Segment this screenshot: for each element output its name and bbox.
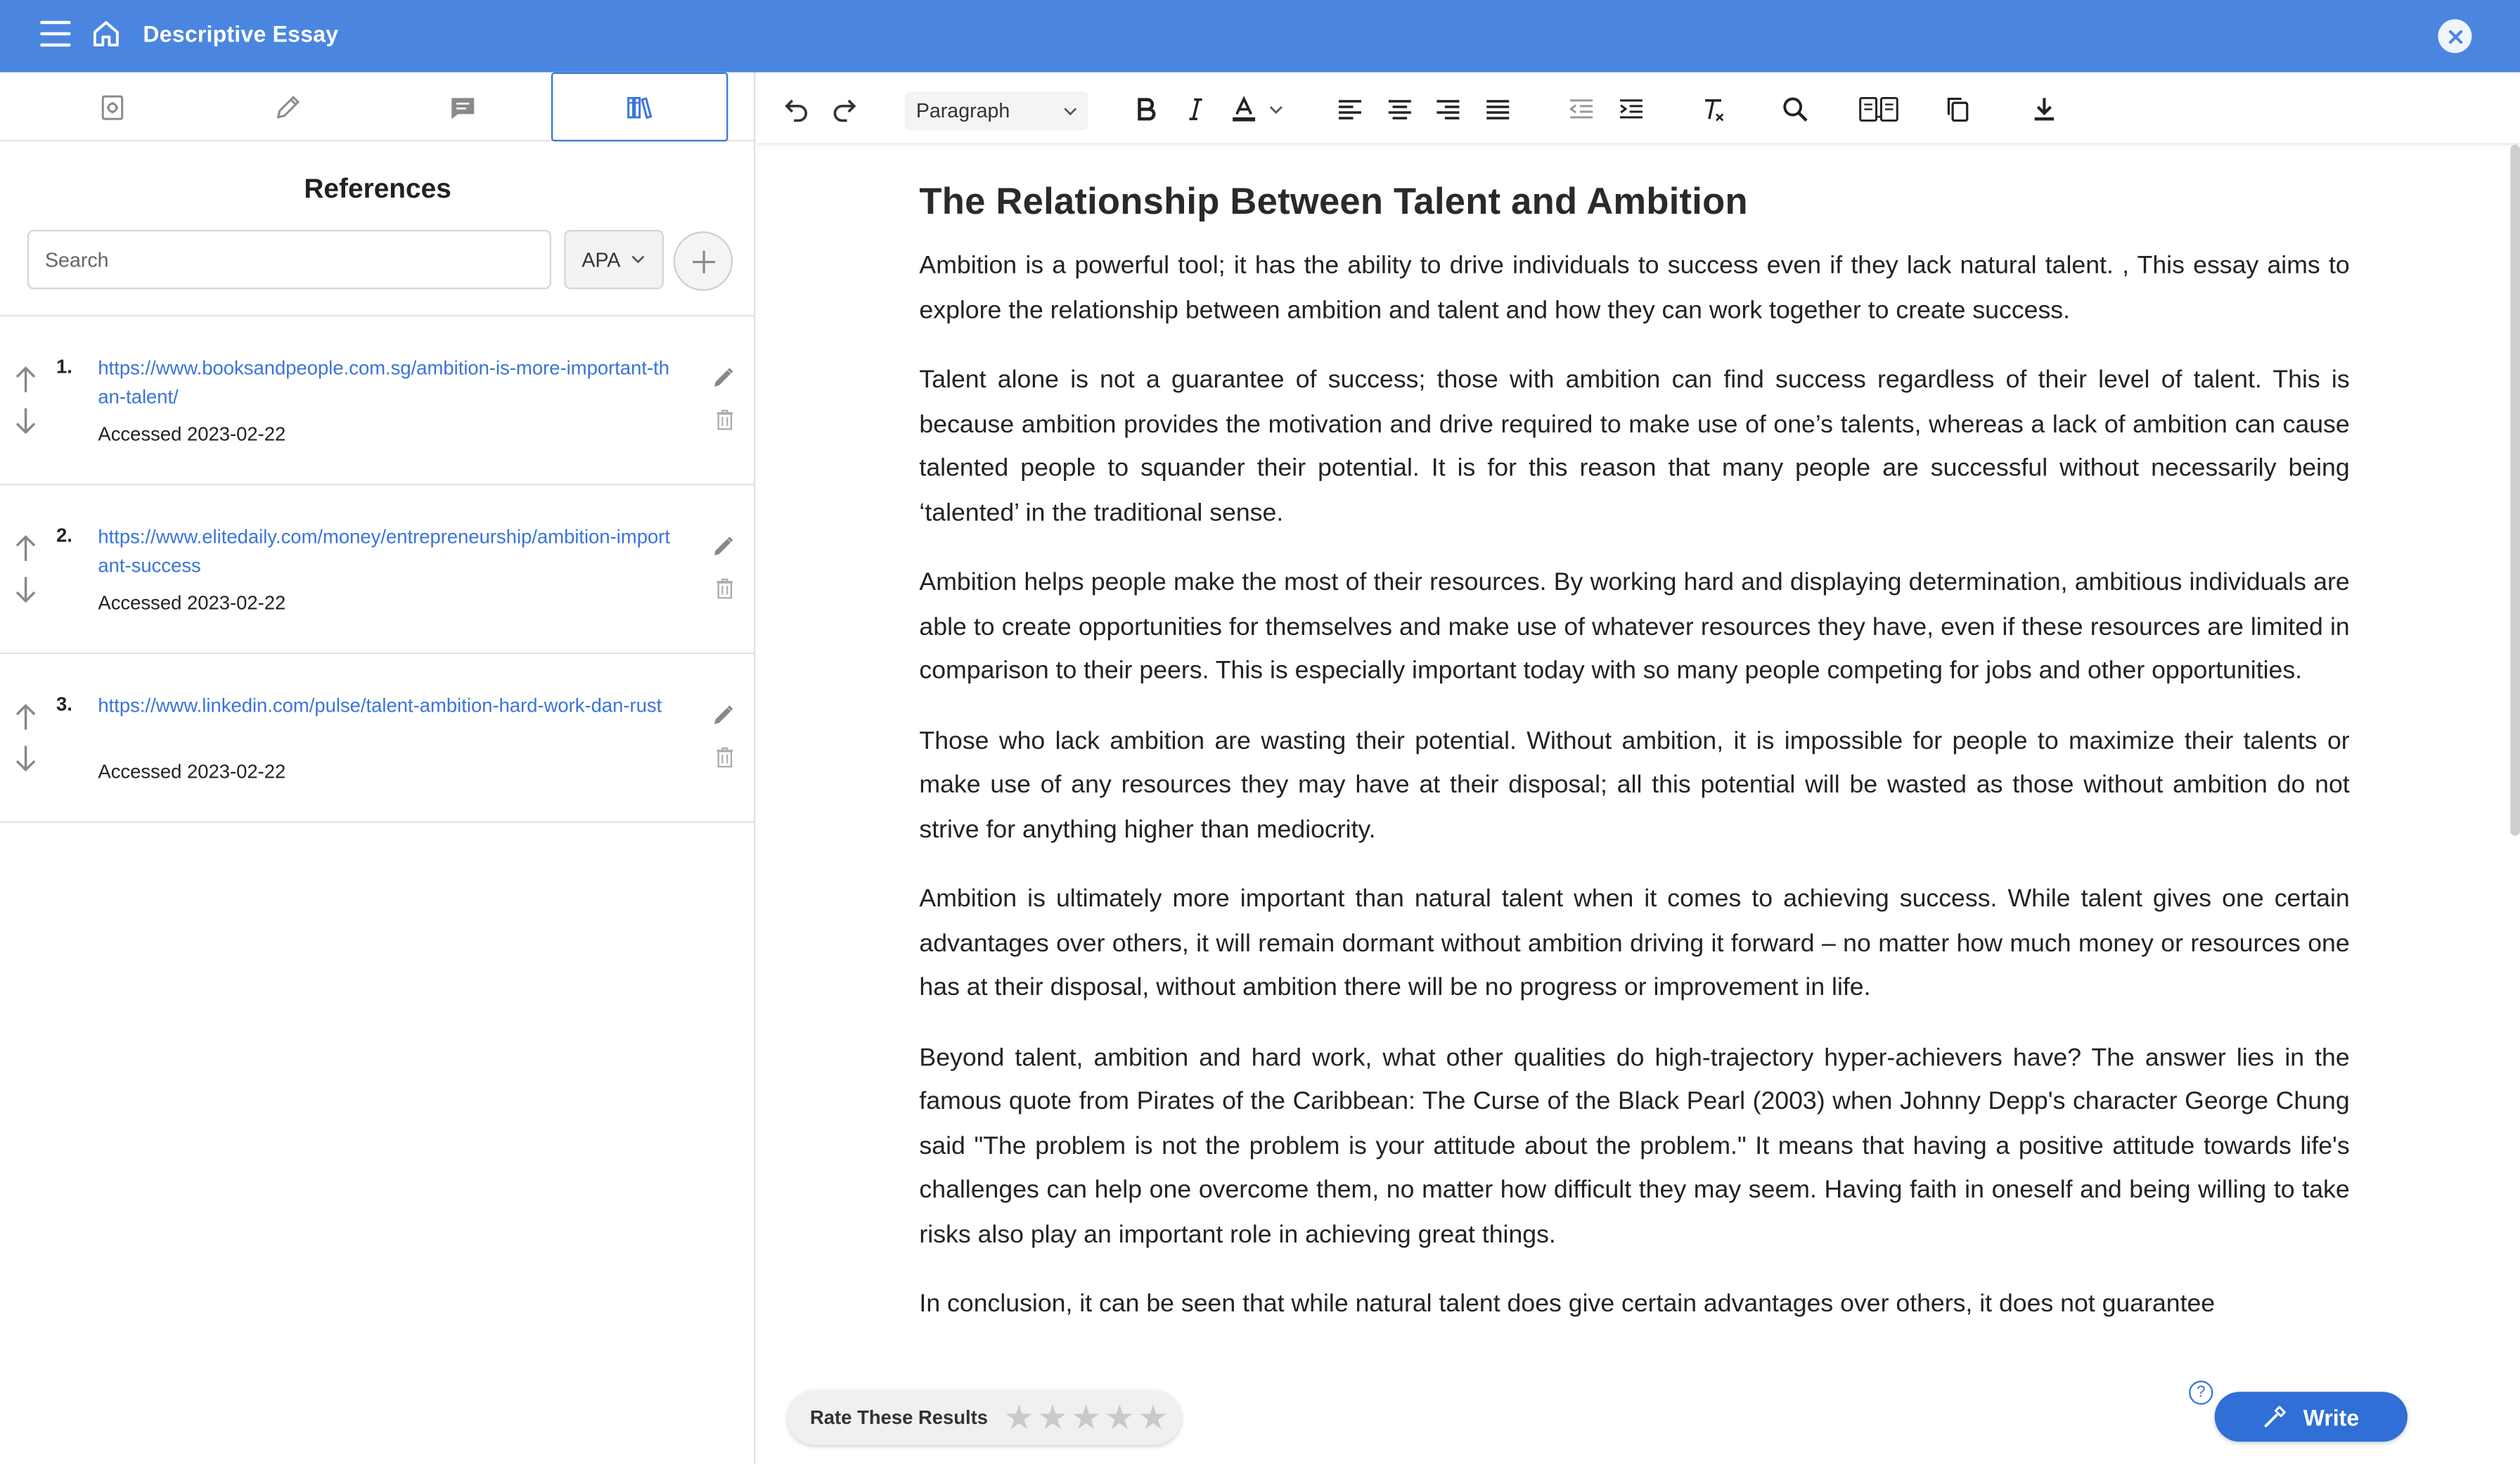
paragraph[interactable]: Ambition is a powerful tool; it has the ability to drive individuals to success even if they lack natural talent. , This essay aims to explore the relationship between ambition and talent and how they can work together to create success. [919, 252, 2350, 324]
help-icon[interactable]: ? [2189, 1380, 2213, 1404]
reference-number: 3. [56, 693, 72, 716]
home-icon[interactable] [90, 18, 122, 50]
rating-bar [788, 1390, 1181, 1445]
trash-icon[interactable] [715, 746, 734, 769]
italic-button[interactable] [1178, 91, 1213, 127]
tab-references[interactable] [551, 72, 728, 141]
reference-number: 2. [56, 524, 72, 547]
italic-icon [1181, 95, 1210, 124]
align-justify-button[interactable] [1480, 91, 1515, 127]
reference-accessed-date: Accessed 2023-02-22 [98, 591, 286, 615]
indent-icon [1616, 95, 1645, 124]
star-icon[interactable]: ★ [1104, 1397, 1135, 1437]
font-color-dropdown[interactable] [1265, 91, 1287, 127]
align-left-icon [1335, 95, 1364, 124]
download-button[interactable] [2026, 91, 2062, 127]
reference-url-link[interactable]: https://www.linkedin.com/pulse/talent-ambition-hard-work-dan-rust [98, 694, 662, 717]
trash-icon[interactable] [715, 409, 734, 431]
editor-toolbar [757, 72, 2520, 145]
align-right-button[interactable] [1430, 91, 1465, 127]
font-color-button[interactable] [1226, 91, 1261, 127]
star-icon[interactable]: ★ [1138, 1397, 1169, 1437]
panel-tabs [0, 72, 755, 141]
arrow-up-icon[interactable] [15, 365, 37, 394]
tab-settings[interactable] [24, 72, 200, 141]
compare-button[interactable] [1856, 91, 1901, 127]
undo-icon [781, 95, 810, 124]
star-icon[interactable]: ★ [1037, 1397, 1068, 1437]
align-left-button[interactable] [1332, 91, 1368, 127]
app-title: Descriptive Essay [143, 20, 339, 47]
indent-button[interactable] [1614, 91, 1649, 127]
align-right-icon [1434, 95, 1462, 124]
search-icon [1781, 95, 1810, 124]
references-heading: References [304, 173, 451, 205]
paragraph[interactable]: Beyond talent, ambition and hard work, what other qualities do high-trajectory hyper-achievers have? The answer lies in the famous quote from Pirates of the Caribbean: The Curse of the Black Pearl (2003) when Johnny Depp's character George Chung said "The problem is not the problem is your attitude about the problem." It means that having a positive attitude towards life's challenges can help one overcome them, no matter how difficult they may seem. Having faith in oneself and being willing to take risks also play an important role in achieving great things. [919, 1044, 2350, 1248]
document-body[interactable] [919, 180, 2349, 1352]
edit-icon[interactable] [712, 366, 735, 389]
reference-accessed-date: Accessed 2023-02-22 [98, 423, 286, 446]
reference-url-link[interactable]: https://www.booksandpeople.com.sg/ambition-is-more-important-than-talent/ [98, 357, 669, 409]
reference-accessed-date: Accessed 2023-02-22 [98, 760, 286, 783]
paragraph[interactable]: Talent alone is not a guarantee of success; those with ambition can find success regardless of their level of talent. This is because ambition provides the motivation and drive required to make use of one’s talents, whereas a lack of ambition can cause talented people to squander their potential. It is for this reason that many people are successful without necessarily being ‘talented’ in the traditional sense. [919, 366, 2350, 527]
download-icon [2030, 95, 2059, 124]
wand-icon [2263, 1405, 2287, 1429]
reference-item [0, 654, 755, 823]
write-button-label: Write [2303, 1404, 2360, 1430]
font-color-icon [1230, 95, 1259, 124]
tab-write[interactable] [199, 72, 375, 141]
paragraph[interactable]: Ambition helps people make the most of their resources. By working hard and displaying determination, ambitious individuals are able to create opportunities for themselves and make use of whatever resources they have, even if these resources are limited in comparison to their peers. This is especially important today with so many people competing for jobs and other opportunities. [919, 569, 2350, 685]
clear-format-icon [1699, 95, 1728, 124]
align-center-icon [1385, 95, 1414, 124]
reference-item [0, 316, 755, 485]
find-button[interactable] [1778, 91, 1813, 127]
block-format-select[interactable] [905, 91, 1088, 130]
library-icon [625, 92, 654, 121]
reference-item [0, 485, 755, 654]
arrow-down-icon[interactable] [15, 406, 37, 435]
arrow-up-icon[interactable] [15, 534, 37, 563]
copy-icon [1943, 95, 1972, 124]
redo-icon [831, 95, 860, 124]
write-button[interactable] [2215, 1392, 2408, 1441]
compare-docs-icon [1858, 94, 1899, 126]
arrow-up-icon[interactable] [15, 702, 37, 731]
reference-url-link[interactable]: https://www.elitedaily.com/money/entrepreneurship/ambition-important-success [98, 525, 670, 577]
editor-scrollbar[interactable] [2510, 145, 2520, 836]
star-icon[interactable]: ★ [1003, 1397, 1034, 1437]
copy-button[interactable] [1940, 91, 1975, 127]
tab-comments[interactable] [375, 72, 551, 141]
arrow-down-icon[interactable] [15, 744, 37, 773]
close-icon [2447, 28, 2463, 44]
clear-format-button[interactable] [1695, 91, 1730, 127]
hamburger-menu-icon[interactable] [40, 21, 70, 49]
bold-button[interactable] [1129, 91, 1164, 127]
edit-icon[interactable] [712, 704, 735, 726]
chevron-down-icon [630, 251, 646, 267]
rating-label: Rate These Results [809, 1406, 989, 1429]
close-button[interactable] [2438, 19, 2471, 53]
chevron-down-icon [1268, 101, 1284, 117]
undo-button[interactable] [778, 91, 813, 127]
citation-style-select[interactable] [564, 230, 664, 290]
redo-button[interactable] [828, 91, 863, 127]
document-title[interactable]: The Relationship Between Talent and Ambition [919, 179, 1748, 222]
outdent-icon [1567, 95, 1596, 124]
reference-list [0, 315, 755, 823]
chevron-down-icon [1062, 103, 1079, 119]
paragraph[interactable]: Ambition is ultimately more important than natural talent when it comes to achieving success. While talent gives one certain advantages over others, it will remain dormant without ambition driving it forward – no matter how much money or resources one has at their disposal, without ambition there will be no progress or improvement in life. [919, 885, 2350, 1001]
block-format-value: Paragraph [915, 99, 1010, 122]
settings-doc-icon [98, 92, 127, 121]
reference-number: 1. [56, 355, 72, 378]
edit-icon[interactable] [712, 535, 735, 558]
bold-icon [1131, 95, 1160, 124]
arrow-down-icon[interactable] [15, 575, 37, 604]
editor-area [757, 72, 2520, 1464]
citation-style-value: APA [581, 248, 621, 271]
references-panel [0, 72, 755, 1464]
paragraph[interactable]: In conclusion, it can be seen that while natural talent does give certain advantages over others, it does not guarantee [919, 1290, 2216, 1318]
plus-icon [690, 248, 716, 274]
outdent-button[interactable] [1564, 91, 1599, 127]
paragraph[interactable]: Those who lack ambition are wasting their potential. Without ambition, it is impossible for people to maximize their talents or make use of any resources they may have at their disposal; all this potential will be wasted as those without ambition do not strive for anything higher than mediocrity. [919, 727, 2350, 843]
pencil-icon [274, 92, 302, 121]
trash-icon[interactable] [715, 577, 734, 600]
star-icon[interactable]: ★ [1071, 1397, 1102, 1437]
comment-icon [449, 92, 477, 121]
add-reference-button[interactable] [674, 231, 733, 291]
align-justify-icon [1484, 95, 1512, 124]
app-header [0, 0, 2520, 72]
reference-search-input[interactable] [27, 230, 551, 290]
align-center-button[interactable] [1382, 91, 1418, 127]
